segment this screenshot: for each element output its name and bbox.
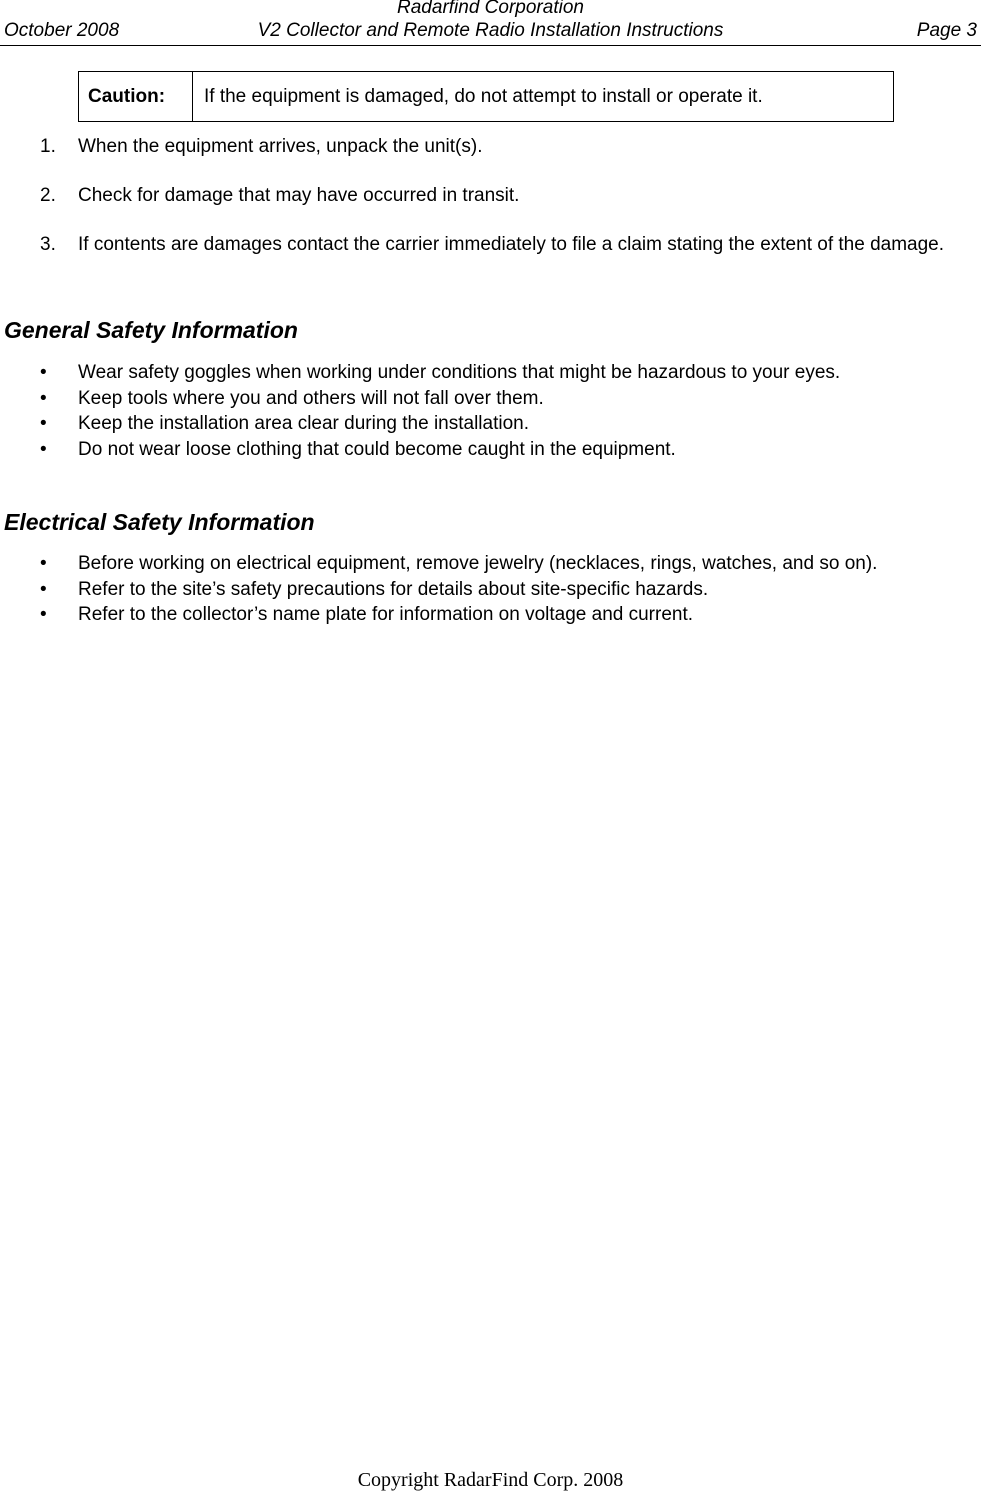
caution-box xyxy=(78,71,894,122)
bullet-icon: • xyxy=(40,553,47,574)
bullet-icon: • xyxy=(40,438,47,460)
caution-label: Caution: xyxy=(79,72,193,121)
list-item xyxy=(0,551,981,577)
general-safety-list xyxy=(0,360,981,462)
list-item-text: Refer to the site’s safety precautions for details about site-specific hazards. xyxy=(78,578,709,600)
electrical-safety-list xyxy=(0,551,981,628)
header-company: Radarfind Corporation xyxy=(397,0,584,18)
header-date: October 2008 xyxy=(4,20,120,41)
list-item xyxy=(0,386,981,412)
list-item-text: Keep tools where you and others will not fall over them. xyxy=(78,387,544,409)
list-item xyxy=(0,437,981,463)
header-doc-title: V2 Collector and Remote Radio Installation Instructions xyxy=(257,20,724,41)
step-item xyxy=(0,134,981,159)
caution-text: If the equipment is damaged, do not attempt to install or operate it. xyxy=(204,85,763,107)
header-page-number: Page 3 xyxy=(916,20,977,41)
bullet-icon: • xyxy=(40,413,47,434)
header-rule xyxy=(0,45,981,46)
list-item-text: Wear safety goggles when working under conditions that might be hazardous to your eyes. xyxy=(78,362,841,383)
page-header xyxy=(0,0,981,46)
step-item xyxy=(0,232,981,257)
electrical-safety-heading: Electrical Safety Information xyxy=(4,509,315,535)
list-item xyxy=(0,577,981,603)
list-item xyxy=(0,411,981,437)
step-number: 3. xyxy=(40,234,56,255)
list-item-text: Keep the installation area clear during the installation. xyxy=(78,413,530,434)
step-number: 2. xyxy=(40,185,56,206)
bullet-icon: • xyxy=(40,362,47,383)
step-text: Check for damage that may have occurred in transit. xyxy=(78,185,520,206)
list-item xyxy=(0,360,981,386)
general-safety-heading: General Safety Information xyxy=(4,317,298,343)
bullet-icon: • xyxy=(40,578,47,600)
bullet-icon: • xyxy=(40,387,47,409)
list-item-text: Before working on electrical equipment, remove jewelry (necklaces, rings, watches, and so on). xyxy=(78,553,878,574)
page-footer-copyright: Copyright RadarFind Corp. 2008 xyxy=(357,1469,624,1491)
unpacking-steps xyxy=(0,134,981,281)
list-item xyxy=(0,602,981,628)
list-item-text: Refer to the collector’s name plate for information on voltage and current. xyxy=(78,604,694,625)
step-text: When the equipment arrives, unpack the unit(s). xyxy=(78,136,483,157)
bullet-icon: • xyxy=(40,604,47,625)
step-item xyxy=(0,183,981,208)
list-item-text: Do not wear loose clothing that could become caught in the equipment. xyxy=(78,438,676,460)
step-number: 1. xyxy=(40,136,56,157)
step-text: If contents are damages contact the carrier immediately to file a claim stating the extent of the damage. xyxy=(78,234,945,255)
